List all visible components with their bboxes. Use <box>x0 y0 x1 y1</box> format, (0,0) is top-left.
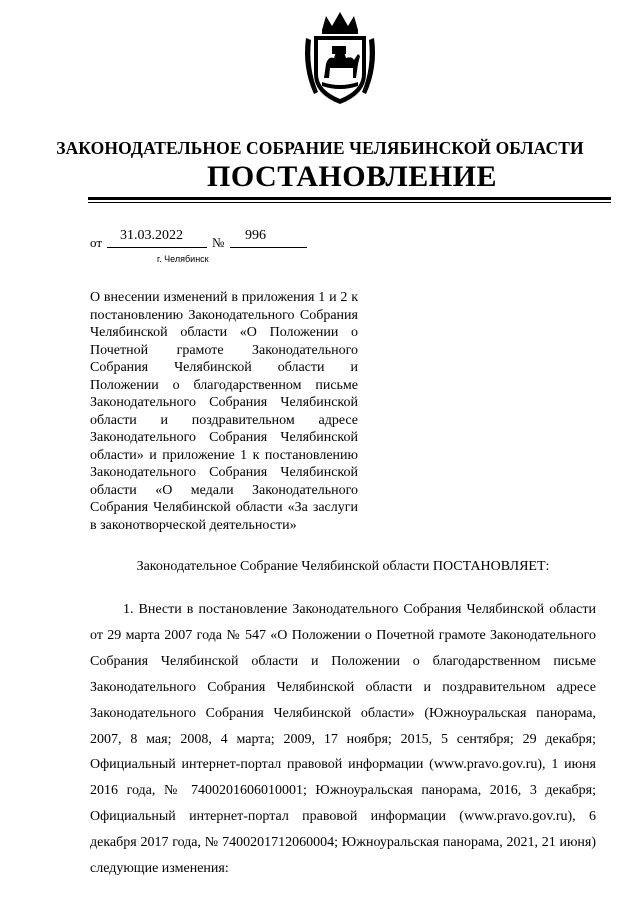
decree-statement: Законодательное Собрание Челябинской области ПОСТАНОВЛЯЕТ: <box>136 559 550 574</box>
date-underline <box>107 247 207 248</box>
document-date: 31.03.2022 <box>120 228 183 243</box>
document-type: ПОСТАНОВЛЕНИЕ <box>207 160 497 193</box>
header-rule-thick <box>88 197 611 200</box>
organization-name: ЗАКОНОДАТЕЛЬНОЕ СОБРАНИЕ ЧЕЛЯБИНСКОЙ ОБЛАСТИ <box>56 138 584 158</box>
header-rule-thin <box>88 202 611 203</box>
coat-of-arms-icon <box>300 8 380 108</box>
document-number: 996 <box>245 228 266 243</box>
number-label: № <box>212 235 225 250</box>
city: г. Челябинск <box>157 254 209 264</box>
paragraph-1: 1. Внести в постановление Законодательного Собрания Челябинской области от 29 марта 2007 года № 547 «О Положении о Почетной грамоте Законодательного Собрания Челябинской области и Положении о благодарственном письме Законодательного Собрания Челябинской области и поздравительном адресе Законодательного Собрания Челябинской области» (Южноуральская панорама, 2007, 8 мая; 2008, 4 марта; 2009, 17 ноября; 2015, 5 сентября; 29 декабря; Официальный интернет-портал правовой информации (www.pravo.gov.ru), 1 июня 2016 года, № 7400201606010001; Южноуральская панорама, 2016, 3 декабря; Официальный интернет-портал правовой информации (www.pravo.gov.ru), 6 декабря 2017 года, № 7400201712060004; Южноуральская панорама, 2021, 21 июня) следующие изменения: <box>90 602 596 877</box>
number-underline <box>230 247 307 248</box>
date-label: от <box>90 235 103 250</box>
document-subject: О внесении изменений в приложения 1 и 2 к постановлению Законодательного Собрания Челябинской области «О Положении о Почетной грамоте Законодательного Собрания Челябинской области и Положении о благодарственном письме Законодательного Собрания Челябинской области и поздравительном адресе Законодательного Собрания Челябинской области» и приложение 1 к постановлению Законодательного Собрания Челябинской области «О медали Законодательного Собрания Челябинской области «За заслуги в законотворческой деятельности» <box>90 290 358 533</box>
